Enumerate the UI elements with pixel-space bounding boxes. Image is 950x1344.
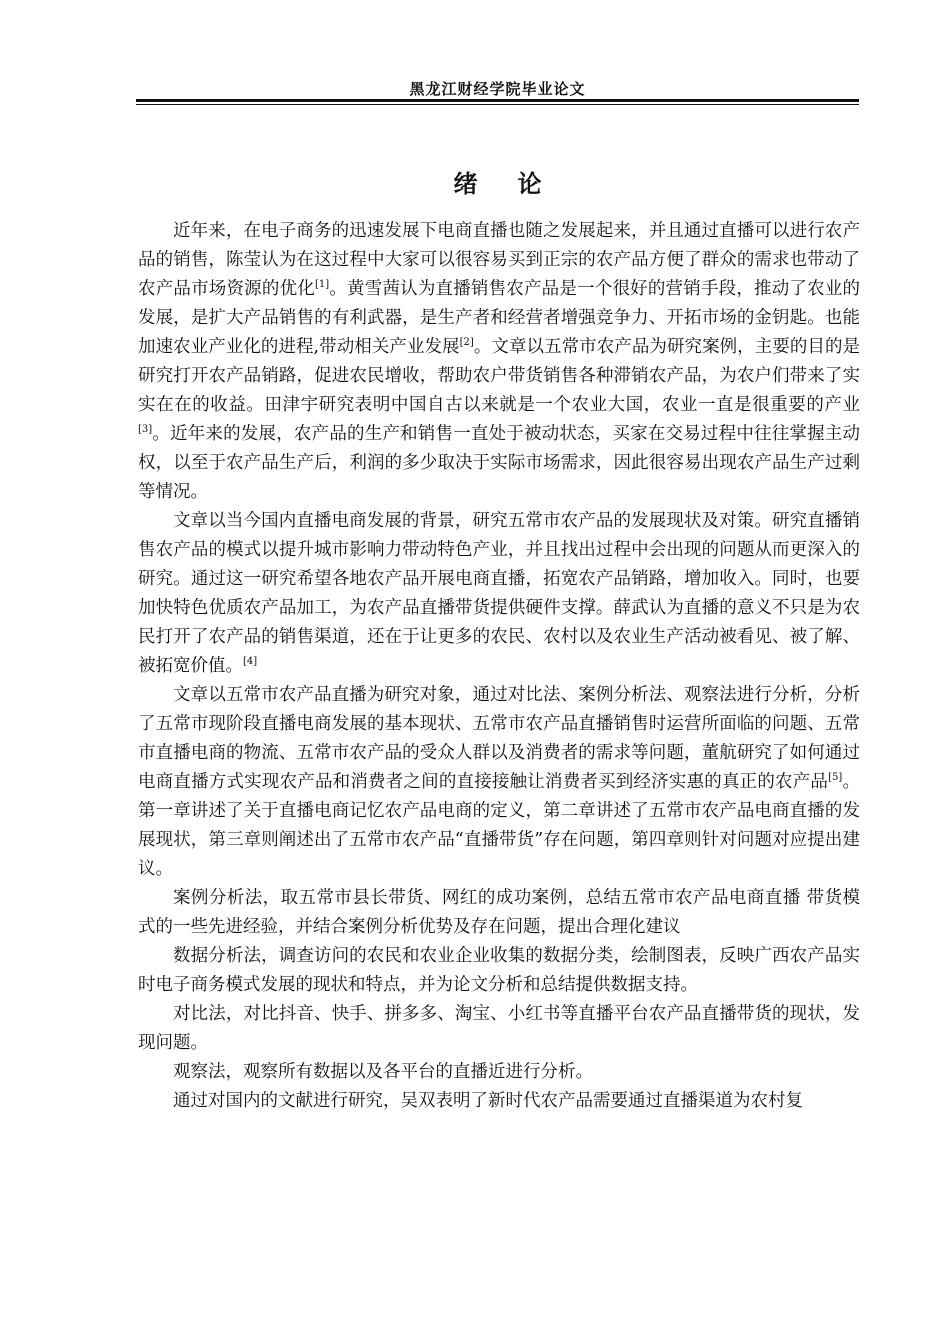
paragraph-literature: 通过对国内的文献进行研究，吴双表明了新时代农产品需要通过直播渠道为农村复 — [173, 1091, 803, 1111]
text-run: 文章以当今国内直播电商发展的背景，研究五常市农产品的发展现状及对策。研究直播销售农产品的模式以提升城市影响力带动特色产业，并且找出过程中会出现的问题从而更深入的研究。通过这一研究希望各地农产品开展电商直播，拓宽农产品销路，增加收入。同时，也要加快特色优质农产品加工，为农产品直播带货提供硬件支撑。薛武认为直播的意义不只是为农民打开了农产品的销售渠道，还在于让更多的农民、农村以及农业生产活动被看见、被了解、被拓宽价值。 — [138, 511, 860, 676]
text-run: 。文章以五常市农产品为研究案例，主要的目的是研究打开农产品销路，促进农民增收，帮助农户带货销售各种滞销农产品，为农户们带来了实实在在的收益。田津宇研究表明中国自古以来就是一个农业大国，农业一直是很重要的产业 — [138, 337, 861, 415]
paragraph-case-analysis: 案例分析法，取五常市县长带货、网红的成功案例，总结五常市农产品电商直播 带货模式的一些先进经验，并结合案例分析优势及存在问题，提出合理化建议 — [138, 888, 860, 937]
paragraph-observation: 观察法，观察所有数据以及各平台的直播近进行分析。 — [173, 1062, 593, 1082]
text-run: 。黄雪茜认为直播销售农产品是一个很好的营销手段，推动了农业的发展，是扩大产品销售的有利武器，是生产者和经营者增强竞争力、开拓市场的金钥匙。也能加速农业产业化的进程,带动相关产业发展 — [138, 279, 861, 357]
paragraph-2 — [138, 507, 860, 681]
text-run: 文章以五常市农产品直播为研究对象，通过对比法、案例分析法、观察法进行分析，分析了五常市现阶段直播电商发展的基本现状、五常市农产品直播销售时运营所面临的问题、五常市直播电商的物流、五常市农产品的受众人群以及消费者的需求等问题，董航研究了如何通过电商直播方式实现农产品和消费者之间的直接接触让消费者买到经济实惠的真正的农产品 — [138, 685, 860, 792]
paragraph-3 — [138, 681, 860, 884]
citation-1: [1] — [314, 279, 330, 290]
running-header: 黑龙江财经学院毕业论文 — [409, 80, 586, 98]
text-run: 。近年来的发展，农产品的生产和销售一直处于被动状态，买家在交易过程中往往掌握主动权，以至于农产品生产后，利润的多少取决于实际市场需求，因此很容易出现农产品生产过剩等情况。 — [138, 424, 860, 502]
citation-5: [5] — [828, 772, 843, 783]
paragraph-data-analysis: 数据分析法，调查访问的农民和农业企业收集的数据分类，绘制图表，反映广西农产品实时电子商务模式发展的现状和特点，并为论文分析和总结提供数据支持。 — [138, 946, 860, 995]
chapter-title: 绪论 — [453, 169, 582, 198]
citation-3: [3] — [138, 424, 153, 435]
body-text — [138, 217, 860, 1116]
header-rule-thin — [136, 104, 859, 105]
text-run: 。第一章讲述了关于直播电商记忆农产品电商的定义，第二章讲述了五常市农产品电商直播的发展现状，第三章则阐述出了五常市农产品“直播带货”存在问题，第四章则针对问题对应提出建议。 — [138, 772, 861, 879]
paragraph-comparison: 对比法，对比抖音、快手、拼多多、淘宝、小红书等直播平台农产品直播带货的现状，发现问题。 — [138, 1004, 860, 1053]
header-rule-thick — [136, 99, 859, 102]
citation-2: [2] — [459, 337, 474, 348]
citation-4: [4] — [243, 656, 258, 667]
text-run: 近年来，在电子商务的迅速发展下电商直播也随之发展起来，并且通过直播可以进行农产品的销售，陈莹认为在这过程中大家可以很容易买到正宗的农产品方便了群众的需求也带动了农产品市场资源的优化 — [138, 221, 860, 299]
paragraph-1 — [138, 217, 860, 507]
